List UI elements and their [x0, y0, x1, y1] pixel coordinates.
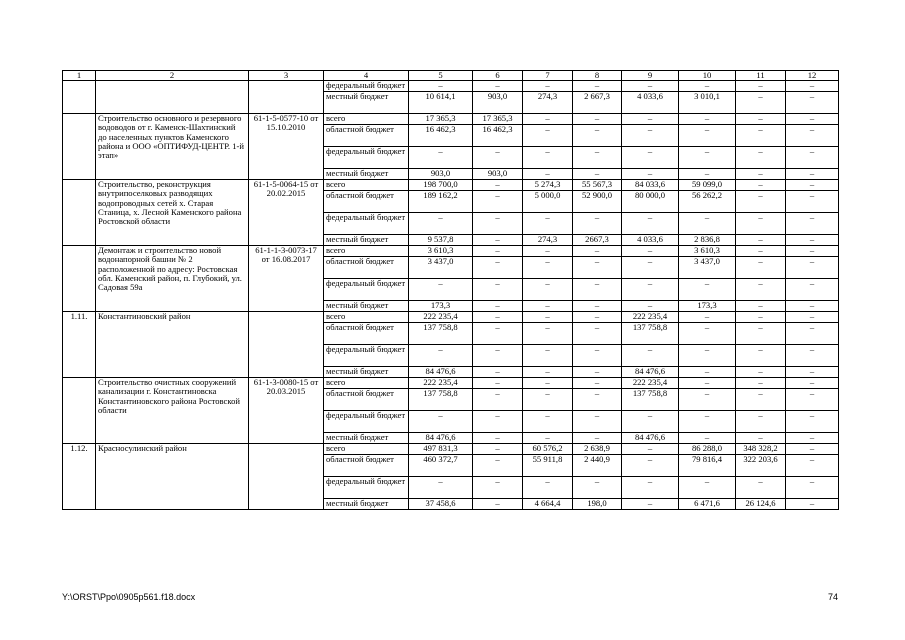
- amount-cell: 5 274,3: [523, 180, 573, 191]
- amount-cell: –: [786, 257, 839, 279]
- amount-cell: 903,0: [409, 169, 473, 180]
- amount-cell: –: [786, 312, 839, 323]
- amount-cell: –: [573, 246, 622, 257]
- amount-cell: –: [573, 114, 622, 125]
- amount-cell: 59 099,0: [679, 180, 736, 191]
- column-number: 7: [523, 71, 573, 81]
- amount-cell: –: [473, 499, 523, 510]
- amount-cell: –: [786, 279, 839, 301]
- amount-cell: –: [786, 114, 839, 125]
- amount-cell: –: [523, 477, 573, 499]
- amount-cell: 4 033,6: [622, 92, 679, 114]
- amount-cell: 198 700,0: [409, 180, 473, 191]
- amount-cell: 274,3: [523, 92, 573, 114]
- amount-cell: –: [523, 378, 573, 389]
- funding-source: всего: [324, 444, 409, 455]
- amount-cell: –: [736, 246, 786, 257]
- amount-cell: –: [786, 301, 839, 312]
- funding-source: федеральный бюджет: [324, 213, 409, 235]
- column-number: 10: [679, 71, 736, 81]
- amount-cell: –: [573, 367, 622, 378]
- funding-source: федеральный бюджет: [324, 279, 409, 301]
- amount-cell: –: [622, 301, 679, 312]
- amount-cell: 3 610,3: [679, 246, 736, 257]
- amount-cell: 55 911,8: [523, 455, 573, 477]
- amount-cell: –: [736, 180, 786, 191]
- amount-cell: 84 476,6: [622, 433, 679, 444]
- amount-cell: –: [523, 367, 573, 378]
- amount-cell: –: [473, 312, 523, 323]
- amount-cell: –: [622, 257, 679, 279]
- amount-cell: –: [473, 147, 523, 169]
- table-row: [63, 81, 839, 92]
- amount-cell: –: [679, 81, 736, 92]
- amount-cell: –: [622, 455, 679, 477]
- column-number: 5: [409, 71, 473, 81]
- amount-cell: –: [523, 345, 573, 367]
- amount-cell: –: [473, 279, 523, 301]
- funding-source: федеральный бюджет: [324, 81, 409, 92]
- amount-cell: 4 033,6: [622, 235, 679, 246]
- object-name: Строительство очистных сооружений канализации г. Константиновска Константиновского района Ростовской области: [96, 378, 249, 444]
- amount-cell: –: [679, 345, 736, 367]
- amount-cell: –: [622, 411, 679, 433]
- amount-cell: 322 203,6: [736, 455, 786, 477]
- amount-cell: –: [473, 323, 523, 345]
- amount-cell: 86 288,0: [679, 444, 736, 455]
- amount-cell: 16 462,3: [409, 125, 473, 147]
- amount-cell: –: [786, 411, 839, 433]
- amount-cell: –: [473, 411, 523, 433]
- amount-cell: –: [736, 147, 786, 169]
- amount-cell: –: [736, 345, 786, 367]
- item-number: 1.12.: [63, 444, 96, 510]
- funding-source: всего: [324, 312, 409, 323]
- amount-cell: 3 610,3: [409, 246, 473, 257]
- amount-cell: –: [573, 323, 622, 345]
- amount-cell: –: [523, 279, 573, 301]
- funding-source: областной бюджет: [324, 257, 409, 279]
- amount-cell: –: [573, 378, 622, 389]
- amount-cell: –: [409, 411, 473, 433]
- amount-cell: 84 033,6: [622, 180, 679, 191]
- amount-cell: –: [736, 279, 786, 301]
- amount-cell: 2 667,3: [573, 92, 622, 114]
- amount-cell: –: [523, 125, 573, 147]
- amount-cell: 903,0: [473, 169, 523, 180]
- amount-cell: 222 235,4: [622, 312, 679, 323]
- amount-cell: –: [736, 312, 786, 323]
- funding-source: областной бюджет: [324, 389, 409, 411]
- amount-cell: –: [679, 378, 736, 389]
- amount-cell: –: [473, 213, 523, 235]
- amount-cell: –: [473, 191, 523, 213]
- amount-cell: –: [736, 378, 786, 389]
- table-row: [63, 114, 839, 125]
- column-number: 11: [736, 71, 786, 81]
- amount-cell: 56 262,2: [679, 191, 736, 213]
- amount-cell: 274,3: [523, 235, 573, 246]
- amount-cell: –: [523, 301, 573, 312]
- funding-source: областной бюджет: [324, 191, 409, 213]
- object-name: Красносулинский район: [96, 444, 249, 510]
- amount-cell: 60 576,2: [523, 444, 573, 455]
- amount-cell: 137 758,8: [622, 323, 679, 345]
- amount-cell: 17 365,3: [473, 114, 523, 125]
- amount-cell: 198,0: [573, 499, 622, 510]
- item-number: [63, 81, 96, 114]
- object-code: 61-1-5-0064-15 от 20.02.2015: [249, 180, 324, 246]
- amount-cell: –: [736, 191, 786, 213]
- amount-cell: 26 124,6: [736, 499, 786, 510]
- amount-cell: –: [679, 147, 736, 169]
- amount-cell: 460 372,7: [409, 455, 473, 477]
- amount-cell: 52 900,0: [573, 191, 622, 213]
- amount-cell: –: [736, 81, 786, 92]
- amount-cell: –: [409, 279, 473, 301]
- object-code: [249, 81, 324, 114]
- amount-cell: –: [622, 114, 679, 125]
- amount-cell: –: [473, 433, 523, 444]
- funding-source: всего: [324, 180, 409, 191]
- amount-cell: 10 614,1: [409, 92, 473, 114]
- object-code: [249, 312, 324, 378]
- amount-cell: –: [679, 477, 736, 499]
- amount-cell: –: [622, 147, 679, 169]
- amount-cell: –: [786, 235, 839, 246]
- object-code: 61-1-3-0080-15 от 20.03.2015: [249, 378, 324, 444]
- amount-cell: –: [786, 191, 839, 213]
- amount-cell: –: [622, 81, 679, 92]
- amount-cell: –: [523, 114, 573, 125]
- amount-cell: 2667,3: [573, 235, 622, 246]
- column-number: 3: [249, 71, 324, 81]
- amount-cell: –: [679, 114, 736, 125]
- amount-cell: –: [786, 345, 839, 367]
- amount-cell: 3 437,0: [409, 257, 473, 279]
- amount-cell: –: [523, 246, 573, 257]
- amount-cell: 2 440,9: [573, 455, 622, 477]
- amount-cell: –: [736, 367, 786, 378]
- amount-cell: –: [573, 411, 622, 433]
- amount-cell: 4 664,4: [523, 499, 573, 510]
- funding-source: федеральный бюджет: [324, 477, 409, 499]
- amount-cell: 79 816,4: [679, 455, 736, 477]
- column-number-row: [63, 71, 839, 81]
- amount-cell: –: [573, 257, 622, 279]
- amount-cell: –: [473, 301, 523, 312]
- funding-source: всего: [324, 378, 409, 389]
- amount-cell: –: [523, 81, 573, 92]
- funding-source: федеральный бюджет: [324, 147, 409, 169]
- amount-cell: –: [523, 433, 573, 444]
- amount-cell: –: [573, 147, 622, 169]
- funding-source: всего: [324, 246, 409, 257]
- amount-cell: –: [573, 389, 622, 411]
- amount-cell: 222 235,4: [622, 378, 679, 389]
- amount-cell: –: [523, 312, 573, 323]
- funding-source: областной бюджет: [324, 323, 409, 345]
- amount-cell: –: [473, 455, 523, 477]
- amount-cell: –: [786, 81, 839, 92]
- amount-cell: –: [523, 389, 573, 411]
- amount-cell: –: [473, 235, 523, 246]
- object-code: 61-1-1-3-0073-17 от 16.08.2017: [249, 246, 324, 312]
- funding-source: федеральный бюджет: [324, 411, 409, 433]
- amount-cell: –: [679, 125, 736, 147]
- amount-cell: –: [409, 147, 473, 169]
- amount-cell: –: [736, 125, 786, 147]
- budget-table: [62, 70, 839, 510]
- amount-cell: –: [473, 345, 523, 367]
- amount-cell: –: [679, 279, 736, 301]
- amount-cell: –: [736, 235, 786, 246]
- amount-cell: –: [736, 411, 786, 433]
- amount-cell: –: [786, 455, 839, 477]
- amount-cell: –: [786, 444, 839, 455]
- object-name: Демонтаж и строительство новой водонапорной башни № 2 расположенной по адресу: Ростовская обл. Каменский район, п. Глубокий, ул. Садовая 59а: [96, 246, 249, 312]
- amount-cell: 2 638,9: [573, 444, 622, 455]
- amount-cell: –: [523, 323, 573, 345]
- amount-cell: –: [473, 257, 523, 279]
- amount-cell: 497 831,3: [409, 444, 473, 455]
- amount-cell: 222 235,4: [409, 378, 473, 389]
- amount-cell: 137 758,8: [409, 389, 473, 411]
- amount-cell: –: [523, 147, 573, 169]
- funding-source: всего: [324, 114, 409, 125]
- amount-cell: –: [679, 389, 736, 411]
- amount-cell: –: [523, 257, 573, 279]
- amount-cell: 5 000,0: [523, 191, 573, 213]
- amount-cell: –: [622, 499, 679, 510]
- amount-cell: –: [786, 433, 839, 444]
- amount-cell: 173,3: [409, 301, 473, 312]
- item-number: [63, 114, 96, 180]
- object-name: Строительство, реконструкция внутрипоселковых разводящих водопроводных сетей х. Старая Станица, х. Лесной Каменского района Ростовской области: [96, 180, 249, 246]
- amount-cell: 16 462,3: [473, 125, 523, 147]
- amount-cell: 37 458,6: [409, 499, 473, 510]
- amount-cell: –: [786, 213, 839, 235]
- table-row: [63, 312, 839, 323]
- amount-cell: –: [473, 389, 523, 411]
- amount-cell: –: [736, 169, 786, 180]
- amount-cell: 9 537,8: [409, 235, 473, 246]
- amount-cell: –: [523, 213, 573, 235]
- amount-cell: –: [736, 257, 786, 279]
- amount-cell: –: [622, 345, 679, 367]
- table-row: [63, 444, 839, 455]
- amount-cell: –: [473, 367, 523, 378]
- amount-cell: 173,3: [679, 301, 736, 312]
- amount-cell: –: [679, 433, 736, 444]
- funding-source: местный бюджет: [324, 169, 409, 180]
- amount-cell: –: [736, 213, 786, 235]
- amount-cell: –: [736, 433, 786, 444]
- column-number: 1: [63, 71, 96, 81]
- amount-cell: –: [736, 477, 786, 499]
- amount-cell: –: [409, 345, 473, 367]
- amount-cell: 137 758,8: [409, 323, 473, 345]
- amount-cell: –: [573, 169, 622, 180]
- amount-cell: –: [573, 312, 622, 323]
- amount-cell: –: [573, 81, 622, 92]
- amount-cell: –: [786, 125, 839, 147]
- amount-cell: –: [409, 213, 473, 235]
- amount-cell: –: [679, 213, 736, 235]
- amount-cell: –: [523, 169, 573, 180]
- amount-cell: –: [473, 81, 523, 92]
- item-number: 1.11.: [63, 312, 96, 378]
- funding-source: местный бюджет: [324, 367, 409, 378]
- amount-cell: 6 471,6: [679, 499, 736, 510]
- amount-cell: 17 365,3: [409, 114, 473, 125]
- funding-source: местный бюджет: [324, 433, 409, 444]
- amount-cell: –: [573, 301, 622, 312]
- table-row: [63, 378, 839, 389]
- amount-cell: –: [679, 411, 736, 433]
- amount-cell: –: [573, 125, 622, 147]
- column-number: 4: [324, 71, 409, 81]
- column-number: 12: [786, 71, 839, 81]
- amount-cell: 3 437,0: [679, 257, 736, 279]
- amount-cell: –: [786, 389, 839, 411]
- amount-cell: –: [409, 477, 473, 499]
- amount-cell: –: [622, 246, 679, 257]
- object-name: Строительство основного и резервного водоводов от г. Каменск-Шахтинский до населенных пунктов Каменского района и ООО «ОПТИФУД-ЦЕНТР. 1-й этап»: [96, 114, 249, 180]
- amount-cell: 3 010,1: [679, 92, 736, 114]
- amount-cell: –: [573, 345, 622, 367]
- amount-cell: –: [622, 213, 679, 235]
- footer-file-path: Y:\ORST\Ppo\0905p561.f18.docx: [62, 592, 196, 602]
- amount-cell: –: [736, 301, 786, 312]
- amount-cell: –: [622, 279, 679, 301]
- object-name: Константиновский район: [96, 312, 249, 378]
- item-number: [63, 246, 96, 312]
- amount-cell: 137 758,8: [622, 389, 679, 411]
- amount-cell: –: [736, 323, 786, 345]
- amount-cell: 348 328,2: [736, 444, 786, 455]
- amount-cell: –: [473, 378, 523, 389]
- amount-cell: 2 836,8: [679, 235, 736, 246]
- column-number: 9: [622, 71, 679, 81]
- amount-cell: –: [573, 279, 622, 301]
- amount-cell: –: [622, 477, 679, 499]
- amount-cell: 903,0: [473, 92, 523, 114]
- amount-cell: –: [473, 444, 523, 455]
- amount-cell: –: [679, 367, 736, 378]
- object-code: 61-1-5-0577-10 от 15.10.2010: [249, 114, 324, 180]
- column-number: 8: [573, 71, 622, 81]
- object-code: [249, 444, 324, 510]
- amount-cell: –: [786, 169, 839, 180]
- column-number: 2: [96, 71, 249, 81]
- funding-source: местный бюджет: [324, 92, 409, 114]
- amount-cell: 55 567,3: [573, 180, 622, 191]
- amount-cell: 84 476,6: [409, 367, 473, 378]
- object-name: [96, 81, 249, 114]
- amount-cell: –: [523, 411, 573, 433]
- amount-cell: –: [736, 114, 786, 125]
- amount-cell: –: [786, 92, 839, 114]
- amount-cell: 84 476,6: [409, 433, 473, 444]
- amount-cell: –: [786, 246, 839, 257]
- amount-cell: –: [573, 433, 622, 444]
- funding-source: местный бюджет: [324, 235, 409, 246]
- funding-source: местный бюджет: [324, 301, 409, 312]
- amount-cell: –: [786, 477, 839, 499]
- amount-cell: –: [786, 378, 839, 389]
- funding-source: областной бюджет: [324, 125, 409, 147]
- amount-cell: –: [679, 312, 736, 323]
- page-number: 74: [827, 592, 838, 602]
- amount-cell: 84 476,6: [622, 367, 679, 378]
- amount-cell: –: [473, 477, 523, 499]
- table-row: [63, 180, 839, 191]
- amount-cell: –: [473, 246, 523, 257]
- amount-cell: 189 162,2: [409, 191, 473, 213]
- column-number: 6: [473, 71, 523, 81]
- item-number: [63, 180, 96, 246]
- funding-source: местный бюджет: [324, 499, 409, 510]
- amount-cell: –: [736, 92, 786, 114]
- amount-cell: –: [473, 180, 523, 191]
- funding-source: федеральный бюджет: [324, 345, 409, 367]
- amount-cell: –: [786, 147, 839, 169]
- amount-cell: –: [786, 367, 839, 378]
- table-row: [63, 246, 839, 257]
- amount-cell: –: [786, 499, 839, 510]
- amount-cell: –: [736, 389, 786, 411]
- amount-cell: –: [679, 169, 736, 180]
- amount-cell: 222 235,4: [409, 312, 473, 323]
- amount-cell: –: [573, 477, 622, 499]
- amount-cell: 80 000,0: [622, 191, 679, 213]
- item-number: [63, 378, 96, 444]
- amount-cell: –: [679, 323, 736, 345]
- amount-cell: –: [409, 81, 473, 92]
- amount-cell: –: [573, 213, 622, 235]
- amount-cell: –: [622, 444, 679, 455]
- amount-cell: –: [786, 323, 839, 345]
- amount-cell: –: [786, 180, 839, 191]
- funding-source: областной бюджет: [324, 455, 409, 477]
- amount-cell: –: [622, 125, 679, 147]
- amount-cell: –: [622, 169, 679, 180]
